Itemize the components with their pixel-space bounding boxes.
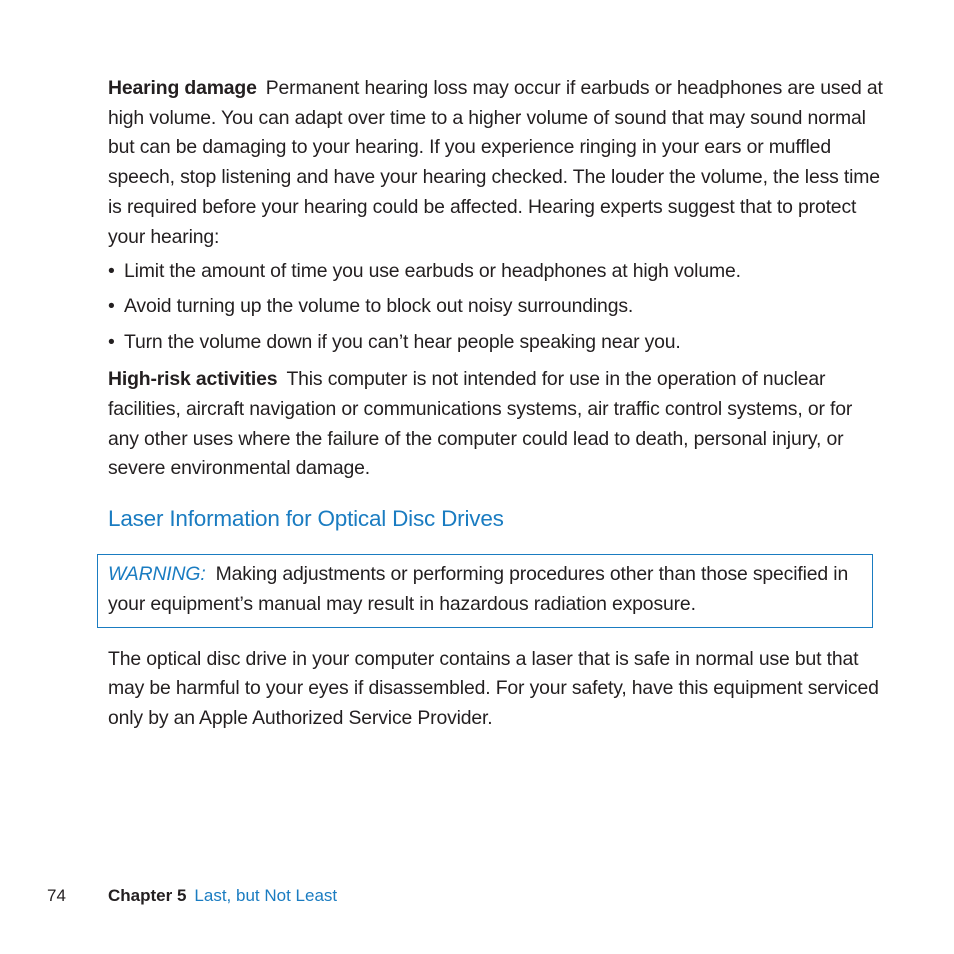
bullet-marker: • <box>108 330 115 353</box>
hearing-damage-paragraph <box>108 74 888 252</box>
bullet-marker: • <box>108 260 115 283</box>
chapter-label: Chapter 5 <box>108 886 187 905</box>
optical-drive-paragraph: The optical disc drive in your computer contains a laser that is safe in normal use but that may be harmful to your eyes if disassembled. For your safety, have this equipment serviced only by an Apple Authorized Service Provider. <box>108 647 879 729</box>
list-item-text: Turn the volume down if you can’t hear people speaking near you. <box>124 330 681 353</box>
warning-label: WARNING: <box>108 563 206 586</box>
warning-text: Making adjustments or performing procedures other than those specified in your equipment’s manual may result in hazardous radiation exposure. <box>108 563 849 615</box>
high-risk-lead: High-risk activities <box>108 368 278 391</box>
high-risk-text: This computer is not intended for use in the operation of nuclear facilities, aircraft navigation or communications systems, air traffic control systems, or for any other uses where the failure of the computer could lead to death, personal injury, or severe environmental damage. <box>108 368 853 480</box>
page-footer <box>47 884 337 908</box>
page-content <box>108 74 888 734</box>
bullet-marker: • <box>108 295 115 318</box>
list-item-text: Avoid turning up the volume to block out noisy surroundings. <box>124 295 634 318</box>
hearing-damage-text: Permanent hearing loss may occur if earbuds or headphones are used at high volume. You can adapt over time to a higher volume of sound that may sound normal but can be damaging to your hearing. If you experience ringing in your ears or muffled speech, stop listening and have your hearing checked. The louder the volume, the less time is required before your hearing could be affected. Hearing experts suggest that to protect your hearing: <box>108 77 883 248</box>
section-heading: Laser Information for Optical Disc Drives <box>108 506 504 532</box>
list-item <box>108 328 888 358</box>
list-item-text: Limit the amount of time you use earbuds or headphones at high volume. <box>124 260 741 283</box>
hearing-tips-list <box>108 257 888 357</box>
high-risk-paragraph <box>108 365 888 484</box>
list-item <box>108 257 888 287</box>
hearing-damage-lead: Hearing damage <box>108 77 257 99</box>
page-number: 74 <box>47 886 66 905</box>
warning-box <box>97 554 873 627</box>
list-item <box>108 292 888 322</box>
chapter-title: Last, but Not Least <box>194 886 338 905</box>
